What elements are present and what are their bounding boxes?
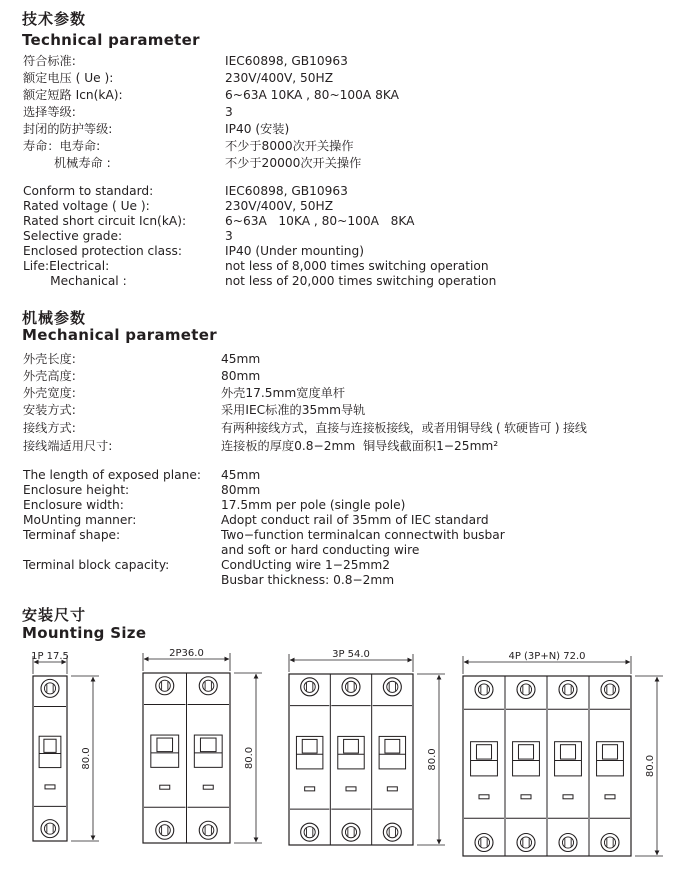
- tech-en-label: Conform to standard:: [23, 184, 154, 198]
- breaker-drawing: [143, 648, 262, 843]
- terminal-screw-icon: [601, 834, 619, 852]
- breaker-drawing: [463, 651, 663, 856]
- mech-en-label: Enclosure height:: [23, 483, 130, 497]
- tech-cn-label: 选择等级:: [23, 105, 76, 119]
- tech-cn-label: 机械寿命 :: [23, 156, 111, 170]
- handle-lever: [344, 739, 359, 753]
- tech-en-value: IEC60898, GB10963: [225, 184, 348, 198]
- tech-en-label: Selective grade:: [23, 229, 123, 243]
- terminal-screw-icon: [41, 679, 59, 697]
- mech-en-label: MoUnting manner:: [23, 513, 137, 527]
- height-dimension-label: 80.0: [645, 754, 656, 778]
- tech-cn-label: 寿命：电寿命:: [23, 139, 101, 153]
- indicator-slot: [160, 785, 170, 789]
- height-dimension-label: 80.0: [427, 748, 438, 771]
- terminal-screw-icon: [517, 834, 535, 852]
- terminal-screw-icon: [559, 681, 577, 699]
- mech-en-value: 80mm: [221, 483, 261, 497]
- terminal-screw-icon: [383, 823, 401, 841]
- mech-cn-label: 外壳宽度:: [23, 386, 76, 400]
- terminal-screw-icon: [301, 823, 319, 841]
- mech-en-value: Adopt conduct rail of 35mm of IEC standard: [221, 513, 489, 527]
- height-dimension-label: 80.0: [244, 746, 255, 770]
- height-dimension-label: 80.0: [81, 747, 92, 770]
- handle-lever: [157, 738, 173, 752]
- mech-cn-value: 采用IEC标准的35mm导轨: [221, 403, 366, 417]
- tech-en-value: IP40 (Under mounting): [225, 244, 365, 258]
- mech-en-value: 45mm: [221, 468, 261, 482]
- handle-lever: [200, 738, 216, 752]
- mech-cn-value: 45mm: [221, 352, 261, 366]
- breaker-drawing: [289, 649, 445, 845]
- width-dimension-label: 1P 17.5: [31, 651, 69, 662]
- mech-en-label: Terminal block capacity:: [23, 558, 170, 572]
- terminal-screw-icon: [342, 823, 360, 841]
- indicator-slot: [346, 787, 356, 791]
- breaker-body: [33, 676, 67, 841]
- tech-en-value: 230V/400V, 50HZ: [225, 199, 334, 213]
- tech-title-cn: 技术参数: [22, 10, 87, 28]
- tech-cn-value: 不少于8000次开关操作: [225, 139, 354, 153]
- mech-cn-label: 接线方式:: [23, 421, 76, 435]
- handle-lever: [476, 745, 491, 759]
- mech-cn-label: 接线端适用尺寸:: [23, 439, 113, 453]
- handle-lever: [302, 739, 317, 753]
- mech-cn-label: 安装方式:: [23, 403, 76, 417]
- indicator-slot: [203, 785, 213, 789]
- tech-en-label: Life:Electrical:: [23, 259, 110, 273]
- tech-title-en: Technical parameter: [22, 31, 200, 49]
- width-dimension-label: 3P 54.0: [332, 649, 370, 660]
- tech-cn-label: 符合标准:: [23, 54, 76, 68]
- mech-cn-value: 外壳17.5mm宽度单杆: [221, 386, 346, 400]
- terminal-screw-icon: [199, 821, 217, 839]
- terminal-screw-icon: [156, 821, 174, 839]
- indicator-slot: [479, 795, 489, 799]
- indicator-slot: [387, 787, 397, 791]
- tech-en-label: Rated voltage ( Ue ):: [23, 199, 150, 213]
- mech-cn-label: 外壳长度:: [23, 352, 76, 366]
- tech-en-value: not less of 20,000 times switching operation: [225, 274, 497, 288]
- tech-en-value: 6~63A 10KA , 80~100A 8KA: [225, 214, 415, 228]
- indicator-slot: [521, 795, 531, 799]
- mech-cn-value: 连接板的厚度0.8−2mm 铜导线截面积1−25mm²: [221, 439, 499, 453]
- mech-en-label: The length of exposed plane:: [23, 468, 201, 482]
- mech-en-label: Enclosure width:: [23, 498, 124, 512]
- handle-lever: [44, 739, 56, 752]
- indicator-slot: [563, 795, 573, 799]
- indicator-slot: [305, 787, 315, 791]
- breaker-drawing: [31, 651, 99, 841]
- terminal-screw-icon: [156, 677, 174, 695]
- indicator-slot: [605, 795, 615, 799]
- tech-cn-value: 3: [225, 105, 233, 119]
- width-dimension-label: 2P36.0: [169, 648, 204, 659]
- handle-lever: [385, 739, 400, 753]
- mech-cn-value: 80mm: [221, 369, 261, 383]
- terminal-screw-icon: [559, 834, 577, 852]
- handle-lever: [560, 745, 575, 759]
- mech-cn-label: 外壳高度:: [23, 369, 76, 383]
- breaker-body: [289, 674, 413, 845]
- indicator-slot: [45, 785, 55, 789]
- terminal-screw-icon: [199, 677, 217, 695]
- mech-en-value: Two−function terminalcan connectwith busbar: [221, 528, 505, 542]
- mech-cn-value: 有两种接线方式，直接与连接板接线，或者用铜导线 ( 软硬皆可 ) 接线: [221, 421, 587, 435]
- tech-en-label: Enclosed protection class:: [23, 244, 182, 258]
- terminal-screw-icon: [383, 678, 401, 696]
- tech-cn-label: 封闭的防护等级:: [23, 122, 113, 136]
- mech-title-cn: 机械参数: [22, 309, 87, 327]
- mech-en-label: Terminaf shape:: [23, 528, 121, 542]
- tech-cn-value: 不少于20000次开关操作: [225, 156, 362, 170]
- tech-cn-value: IEC60898, GB10963: [225, 54, 348, 68]
- terminal-screw-icon: [475, 681, 493, 699]
- mech-en-value: Busbar thickness: 0.8−2mm: [221, 573, 395, 587]
- mount-title-en: Mounting Size: [22, 624, 147, 642]
- mech-en-value: and soft or hard conducting wire: [221, 543, 420, 557]
- terminal-screw-icon: [475, 834, 493, 852]
- terminal-screw-icon: [517, 681, 535, 699]
- terminal-screw-icon: [301, 678, 319, 696]
- width-dimension-label: 4P (3P+N) 72.0: [508, 651, 586, 662]
- mount-title-cn: 安装尺寸: [22, 606, 87, 624]
- tech-en-value: not less of 8,000 times switching operation: [225, 259, 489, 273]
- tech-en-label: Mechanical :: [23, 274, 127, 288]
- terminal-screw-icon: [342, 678, 360, 696]
- handle-lever: [518, 745, 533, 759]
- handle-lever: [602, 745, 617, 759]
- tech-cn-value: 6~63A 10KA , 80~100A 8KA: [225, 88, 399, 102]
- terminal-screw-icon: [41, 820, 59, 838]
- tech-en-label: Rated short circuit Icn(kA):: [23, 214, 187, 228]
- mech-title-en: Mechanical parameter: [22, 326, 217, 344]
- tech-cn-value: 230V/400V, 50HZ: [225, 71, 334, 85]
- mech-en-value: CondUcting wire 1−25mm2: [221, 558, 390, 572]
- mech-en-value: 17.5mm per pole (single pole): [221, 498, 406, 512]
- tech-cn-label: 额定短路 Icn(kA):: [23, 88, 123, 102]
- terminal-screw-icon: [601, 681, 619, 699]
- tech-cn-value: IP40 (安装): [225, 122, 290, 136]
- tech-en-value: 3: [225, 229, 233, 243]
- tech-cn-label: 额定电压 ( Ue ):: [23, 71, 114, 85]
